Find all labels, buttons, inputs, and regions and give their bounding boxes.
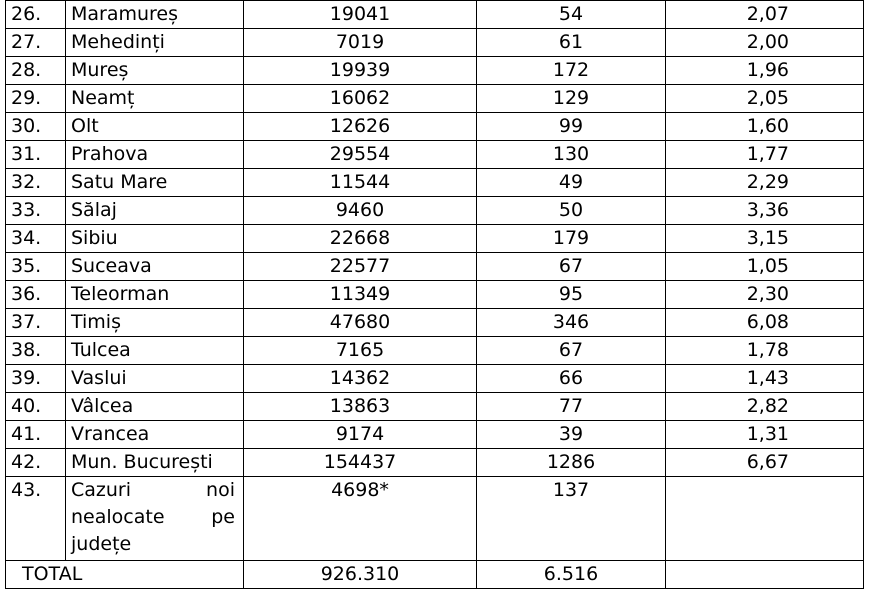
label-line bbox=[71, 477, 243, 504]
total-rate-cell bbox=[666, 561, 864, 589]
deaths-cell: 99 bbox=[477, 113, 666, 141]
table-row bbox=[6, 169, 864, 197]
county-name: Maramureș bbox=[66, 1, 244, 29]
rate-cell: 6,67 bbox=[666, 449, 864, 477]
deaths-cell: 179 bbox=[477, 225, 666, 253]
deaths-cell: 67 bbox=[477, 253, 666, 281]
cases-cell: 22668 bbox=[244, 225, 477, 253]
county-name: Timiș bbox=[66, 309, 244, 337]
county-name: Vâlcea bbox=[66, 393, 244, 421]
cases-cell: 11544 bbox=[244, 169, 477, 197]
row-number: 41. bbox=[6, 421, 66, 449]
total-cases-cell: 926.310 bbox=[244, 561, 477, 589]
rate-cell bbox=[666, 477, 864, 561]
table-row bbox=[6, 449, 864, 477]
row-number: 29. bbox=[6, 85, 66, 113]
cases-cell: 47680 bbox=[244, 309, 477, 337]
row-number: 33. bbox=[6, 197, 66, 225]
row-number: 35. bbox=[6, 253, 66, 281]
label-word: nealocate bbox=[71, 506, 165, 528]
county-name: Teleorman bbox=[66, 281, 244, 309]
total-label: TOTAL bbox=[6, 561, 244, 589]
cases-cell: 19041 bbox=[244, 1, 477, 29]
row-number: 26. bbox=[6, 1, 66, 29]
county-name: Vrancea bbox=[66, 421, 244, 449]
county-name: Prahova bbox=[66, 141, 244, 169]
row-number: 40. bbox=[6, 393, 66, 421]
row-number: 32. bbox=[6, 169, 66, 197]
rate-cell: 2,82 bbox=[666, 393, 864, 421]
table-row bbox=[6, 337, 864, 365]
county-name: Vaslui bbox=[66, 365, 244, 393]
rate-cell: 1,96 bbox=[666, 57, 864, 85]
deaths-cell: 137 bbox=[477, 477, 666, 561]
deaths-cell: 77 bbox=[477, 393, 666, 421]
rate-cell: 2,07 bbox=[666, 1, 864, 29]
cases-cell: 154437 bbox=[244, 449, 477, 477]
deaths-cell: 130 bbox=[477, 141, 666, 169]
deaths-cell: 67 bbox=[477, 337, 666, 365]
row-number: 36. bbox=[6, 281, 66, 309]
cases-cell: 19939 bbox=[244, 57, 477, 85]
deaths-cell: 346 bbox=[477, 309, 666, 337]
table-row bbox=[6, 141, 864, 169]
table-row bbox=[6, 225, 864, 253]
cases-cell: 13863 bbox=[244, 393, 477, 421]
row-number: 37. bbox=[6, 309, 66, 337]
rate-cell: 3,15 bbox=[666, 225, 864, 253]
county-statistics-table bbox=[5, 0, 864, 589]
cases-cell: 7019 bbox=[244, 29, 477, 57]
table-row bbox=[6, 113, 864, 141]
label-line: județe bbox=[71, 533, 132, 555]
rate-cell: 3,36 bbox=[666, 197, 864, 225]
rate-cell: 1,31 bbox=[666, 421, 864, 449]
county-name: Sibiu bbox=[66, 225, 244, 253]
rate-cell: 2,05 bbox=[666, 85, 864, 113]
cases-cell: 9460 bbox=[244, 197, 477, 225]
county-name: Neamț bbox=[66, 85, 244, 113]
row-number: 42. bbox=[6, 449, 66, 477]
row-number: 28. bbox=[6, 57, 66, 85]
table-row bbox=[6, 281, 864, 309]
rate-cell: 1,43 bbox=[666, 365, 864, 393]
cases-cell: 11349 bbox=[244, 281, 477, 309]
label-line bbox=[71, 504, 243, 531]
table-row bbox=[6, 253, 864, 281]
deaths-cell: 1286 bbox=[477, 449, 666, 477]
row-number: 43. bbox=[6, 477, 66, 561]
table-row bbox=[6, 57, 864, 85]
county-name: Olt bbox=[66, 113, 244, 141]
table-row bbox=[6, 393, 864, 421]
county-name: Satu Mare bbox=[66, 169, 244, 197]
cases-cell: 7165 bbox=[244, 337, 477, 365]
cases-cell: 12626 bbox=[244, 113, 477, 141]
row-number: 30. bbox=[6, 113, 66, 141]
table-row-total bbox=[6, 561, 864, 589]
county-name: Mehedinți bbox=[66, 29, 244, 57]
rate-cell: 2,30 bbox=[666, 281, 864, 309]
row-number: 31. bbox=[6, 141, 66, 169]
deaths-cell: 66 bbox=[477, 365, 666, 393]
rate-cell: 6,08 bbox=[666, 309, 864, 337]
deaths-cell: 61 bbox=[477, 29, 666, 57]
rate-cell: 2,29 bbox=[666, 169, 864, 197]
cases-cell: 16062 bbox=[244, 85, 477, 113]
cases-cell: 14362 bbox=[244, 365, 477, 393]
cases-cell: 29554 bbox=[244, 141, 477, 169]
table-row bbox=[6, 365, 864, 393]
rate-cell: 1,77 bbox=[666, 141, 864, 169]
deaths-cell: 172 bbox=[477, 57, 666, 85]
county-name: Tulcea bbox=[66, 337, 244, 365]
deaths-cell: 129 bbox=[477, 85, 666, 113]
county-name: Mun. București bbox=[66, 449, 244, 477]
county-name: Sălaj bbox=[66, 197, 244, 225]
row-number: 34. bbox=[6, 225, 66, 253]
deaths-cell: 95 bbox=[477, 281, 666, 309]
rate-cell: 1,05 bbox=[666, 253, 864, 281]
row-number: 38. bbox=[6, 337, 66, 365]
cases-cell: 4698* bbox=[244, 477, 477, 561]
row-number: 39. bbox=[6, 365, 66, 393]
table-row bbox=[6, 29, 864, 57]
table-row bbox=[6, 197, 864, 225]
county-name bbox=[66, 477, 244, 561]
cases-cell: 22577 bbox=[244, 253, 477, 281]
deaths-cell: 54 bbox=[477, 1, 666, 29]
row-number: 27. bbox=[6, 29, 66, 57]
cases-cell: 9174 bbox=[244, 421, 477, 449]
rate-cell: 1,78 bbox=[666, 337, 864, 365]
table-row bbox=[6, 309, 864, 337]
table-row-unallocated bbox=[6, 477, 864, 561]
county-name: Mureș bbox=[66, 57, 244, 85]
deaths-cell: 39 bbox=[477, 421, 666, 449]
label-word: noi bbox=[206, 479, 235, 501]
rate-cell: 1,60 bbox=[666, 113, 864, 141]
deaths-cell: 49 bbox=[477, 169, 666, 197]
table-row bbox=[6, 85, 864, 113]
label-word: Cazuri bbox=[71, 479, 132, 501]
label-word: pe bbox=[211, 506, 235, 528]
county-name: Suceava bbox=[66, 253, 244, 281]
deaths-cell: 50 bbox=[477, 197, 666, 225]
rate-cell: 2,00 bbox=[666, 29, 864, 57]
table-row bbox=[6, 1, 864, 29]
table-row bbox=[6, 421, 864, 449]
total-deaths-cell: 6.516 bbox=[477, 561, 666, 589]
